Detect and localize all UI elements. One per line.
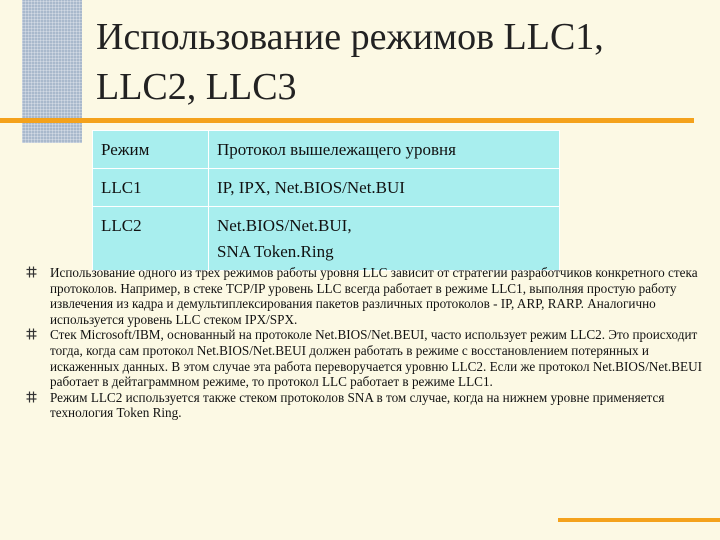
bullet-item (22, 390, 706, 421)
slide-title: Использование режимов LLC1, LLC2, LLC3 (96, 16, 604, 108)
header-mode: Режим (93, 131, 209, 169)
bullet-text: Использование одного из трех режимов работы уровня LLC зависит от стратегии разработчиков конкретного стека протоколов. Например, в стеке TCP/IP уровень LLC всегда работает в режиме LLC1, выполняя простую работу извлечения из кадра и демультиплексирования пакетов различных протоколов - IP, ARP, RARP. Аналогично используется уровень LLC стеком IPX/SPX. (50, 265, 698, 327)
row-mode: LLC1 (93, 169, 209, 207)
bullet-list (22, 265, 706, 421)
table-header-row (93, 131, 560, 169)
table-row (93, 207, 560, 271)
bullet-item (22, 327, 706, 389)
row-protocol (209, 207, 560, 271)
footer-accent-line (558, 518, 720, 522)
hash-bullet-icon (26, 266, 37, 278)
protocol-line: Net.BIOS/Net.BUI, (217, 216, 352, 235)
row-protocol (209, 169, 560, 207)
hash-bullet-icon (26, 328, 37, 340)
protocol-line: SNA Token.Ring (217, 242, 334, 261)
hash-bullet-icon (26, 391, 37, 403)
bullet-item (22, 265, 706, 327)
table-row (93, 169, 560, 207)
protocol-line: IP, IPX, Net.BIOS/Net.BUI (217, 178, 405, 197)
header-protocol: Протокол вышележащего уровня (209, 131, 560, 169)
bullet-text: Режим LLC2 используется также стеком протоколов SNA в том случае, когда на нижнем уровне применяется технология Token Ring. (50, 389, 665, 421)
modes-table (92, 130, 560, 271)
row-mode: LLC2 (93, 207, 209, 271)
title-underline (0, 118, 694, 123)
bullet-text: Стек Microsoft/IBM, основанный на протоколе Net.BIOS/Net.BEUI, часто использует режим LLC2. Это происходит тогда, когда сам протокол Net.BIOS/Net.BEUI должен работать в режиме с восстановлением потерянных и искаженных данных. В этом случае эта работа переворучается уровню LLC2. Если же протокол Net.BIOS/Net.BEUI работает в дейтаграммном режиме, то протокол LLC работает в режиме LLC1. (50, 327, 702, 390)
